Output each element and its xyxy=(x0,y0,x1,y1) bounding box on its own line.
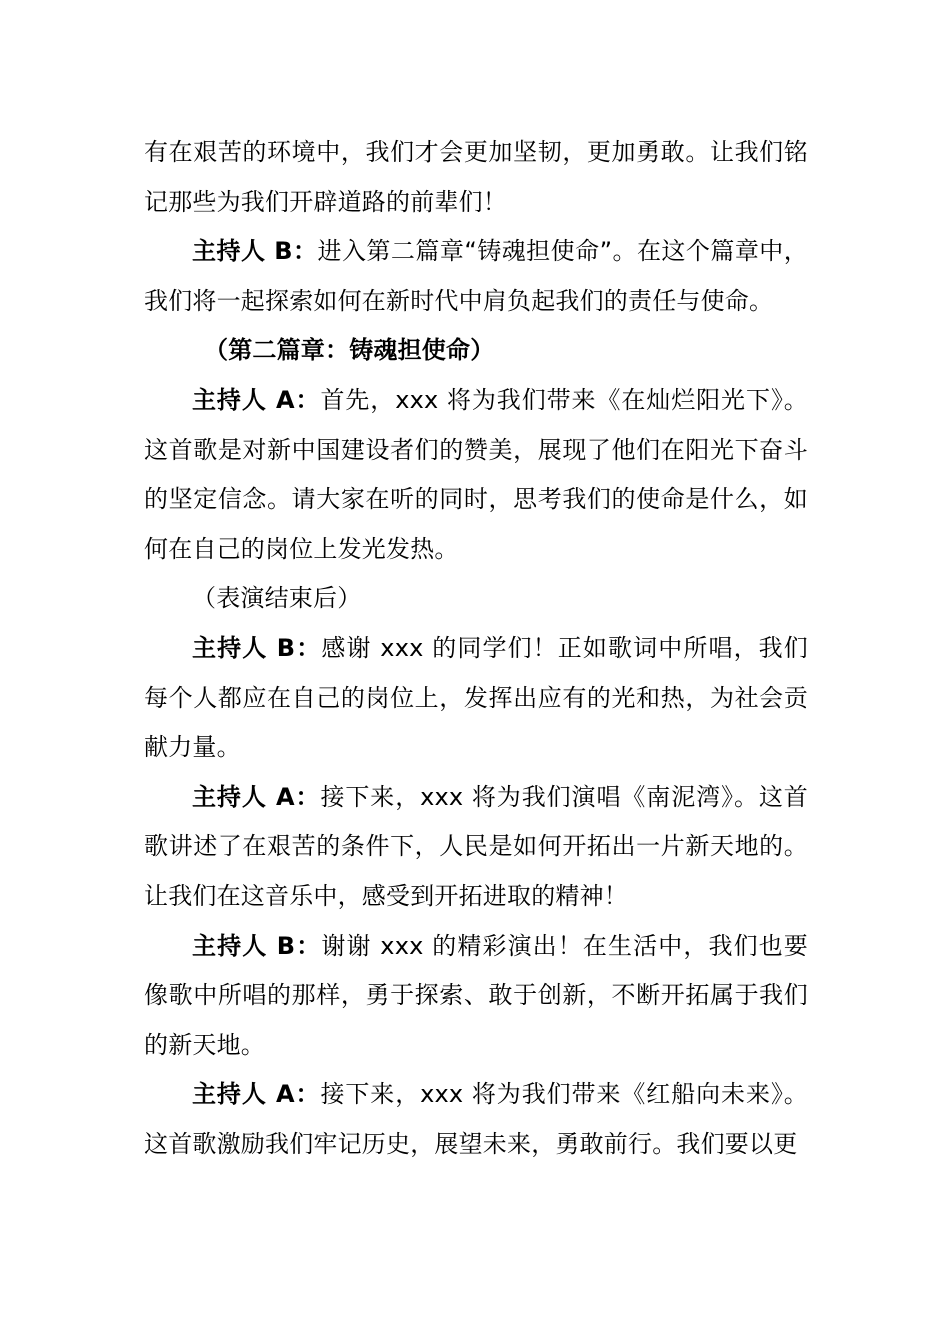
paragraph-text: 接下来，xxx 将为我们演唱《南泥湾》。这首歌讲述了在艰苦的条件下，人民是如何开拓出一片新天地的。让我们在这音乐中，感受到开拓进取的精神！ xyxy=(144,782,808,910)
paragraph-text: 进入第二篇章“铸魂担使命”。在这个篇章中，我们将一起探索如何在新时代中肩负起我们的责任与使命。 xyxy=(144,237,808,315)
section-heading-text: （第二篇章：铸魂担使命） xyxy=(204,336,495,365)
paragraph-host-b xyxy=(144,227,808,326)
paragraph-host-a xyxy=(144,773,808,922)
section-heading xyxy=(144,326,808,376)
paragraph-text: 首先，xxx 将为我们带来《在灿烂阳光下》。这首歌是对新中国建设者们的赞美，展现了他们在阳光下奋斗的坚定信念。请大家在听的同时，思考我们的使命是什么，如何在自己的岗位上发光发热。 xyxy=(144,385,808,563)
stage-direction xyxy=(144,574,808,624)
speaker-label: 主持人 A： xyxy=(192,782,321,811)
stage-direction-text: （表演结束后） xyxy=(192,584,362,613)
paragraph-text: 感谢 xxx 的同学们！正如歌词中所唱，我们每个人都应在自己的岗位上，发挥出应有的光和热，为社会贡献力量。 xyxy=(144,633,808,762)
paragraph-host-a xyxy=(144,1070,808,1169)
speaker-label: 主持人 B： xyxy=(192,931,322,960)
speaker-label: 主持人 A： xyxy=(192,385,321,414)
document-body xyxy=(144,128,808,1169)
speaker-label: 主持人 A： xyxy=(192,1080,321,1109)
paragraph-text: 有在艰苦的环境中，我们才会更加坚韧，更加勇敢。让我们铭记那些为我们开辟道路的前辈们！ xyxy=(144,138,808,216)
paragraph-host-b xyxy=(144,624,808,773)
paragraph-host-a xyxy=(144,376,808,574)
paragraph-text: 接下来，xxx 将为我们带来《红船向未来》。这首歌激励我们牢记历史，展望未来，勇敢前行。我们要以更 xyxy=(144,1080,808,1158)
speaker-label: 主持人 B： xyxy=(192,633,322,662)
paragraph-text: 谢谢 xxx 的精彩演出！在生活中，我们也要像歌中所唱的那样，勇于探索、敢于创新，不断开拓属于我们的新天地。 xyxy=(144,931,808,1059)
paragraph-host-b xyxy=(144,922,808,1071)
paragraph-continuation xyxy=(144,128,808,227)
speaker-label: 主持人 B： xyxy=(192,237,318,266)
